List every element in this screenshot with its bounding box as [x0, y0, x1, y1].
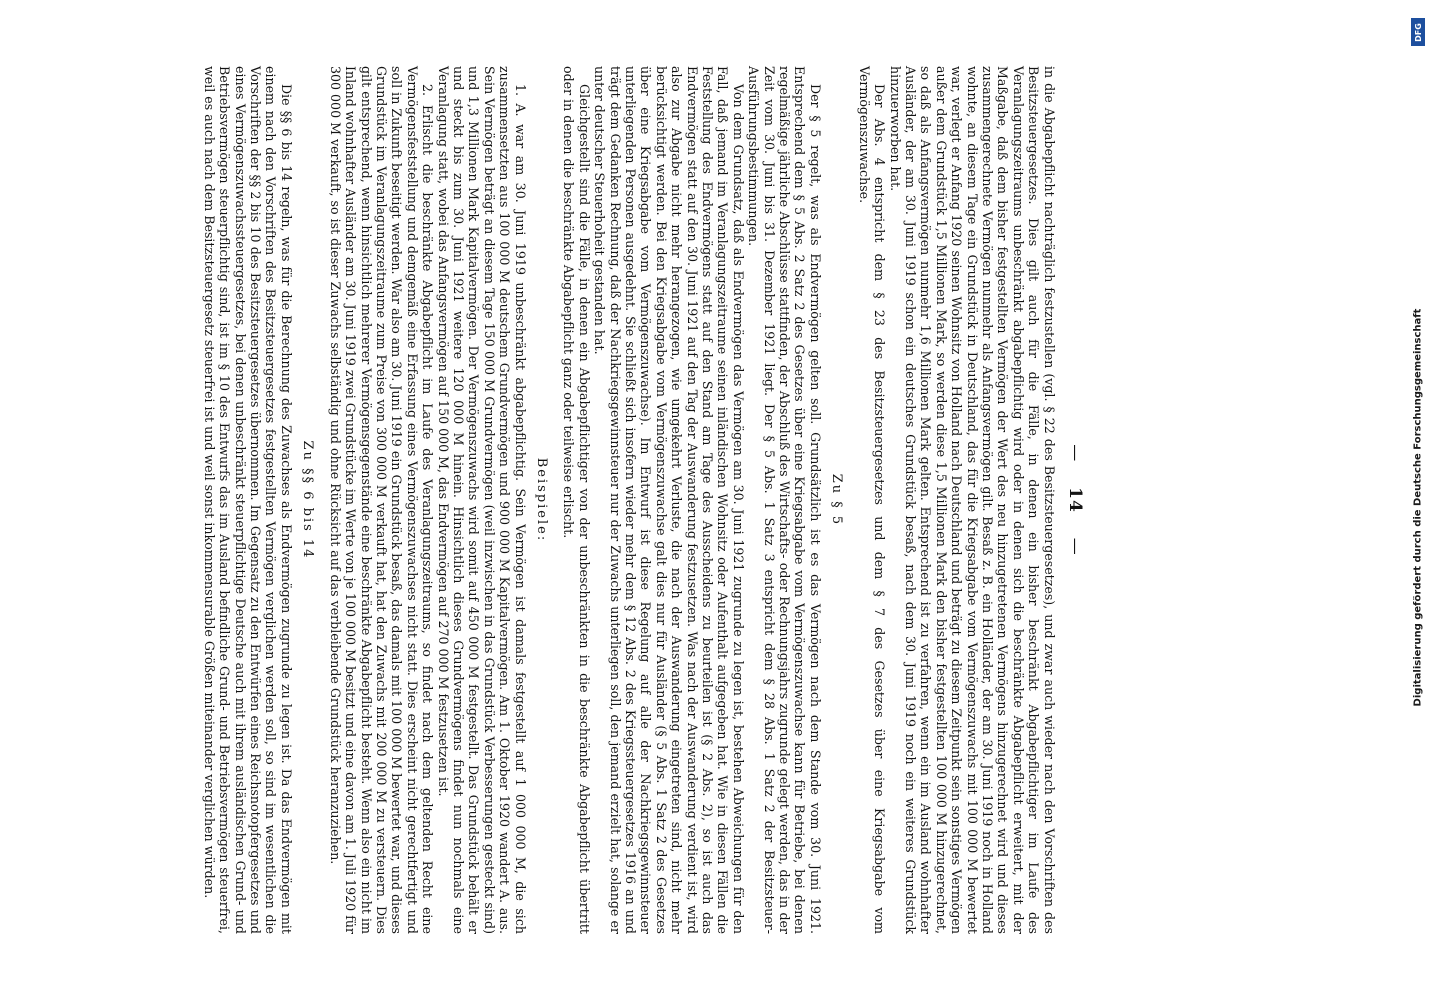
- paragraph: Gleichgestellt sind die Fälle, in denen ein Abgabepflichtiger von der unbeschränkten in die beschränkte Abgabepflicht übertritt oder in denen die beschränkte Abgabepflicht ganz oder teilweise erlischt.: [561, 66, 592, 934]
- paragraph: Die §§ 6 bis 14 regeln, was für die Berechnung des Zuwachses als Endvermögen zugrunde zu legen ist. Da das Endvermögen mit einem nach den Vorschriften des Besitzsteuergesetzes festgestellten Vermögen verglichen werden soll, so sind im wesentlichen die Vorschriften der §§ 2 bis 10 des Besitzsteuergesetzes übernommen. Im Gegensatz zu den Entwürfen eines Reichsnotopfergesetzes und eines Vermögenszuwachssteuergesetzes, bei denen unbeschränkt steuerpflichtige Deutsche auch mit ihrem ausländischen Grund- und Betriebsvermögen steuerpflichtig sind, ist im § 10 des Entwurfs das im Ausland befindliche Grund- und Betriebsvermögen steuerfrei, weil es auch nach dem Besitzsteuergesetz steuerfrei ist und weil sonst inkommensurable Größen miteinander verglichen würden.: [201, 66, 294, 934]
- header-dash-left: —: [1065, 444, 1085, 463]
- section-heading: Zu §§ 6 bis 14: [300, 440, 316, 560]
- funding-sidebar: [1404, 10, 1432, 995]
- header-dash-right: —: [1065, 537, 1085, 556]
- paragraph: 1. A. war am 30. Juni 1919 unbeschränkt abgabepflichtig. Sein Vermögen ist damals festgestellt auf 1 000 000 M, die sich zusammensetzten aus 100 000 M deutschem Grundvermögen und 900 000 M Kapitalvermögen. Am 1. Oktober 1920 wandert A. aus. Sein Vermögen beträgt an diesem Tage 150 000 M Grundvermögen (weil inzwischen in das Grundstück Verbesserungen gesteckt sind) und 1,3 Millionen Mark Kapitalvermögen. Der Vermögenszuwachs wird somit auf 450 000 M festgestellt. Das Grundstück behält er und steckt bis zum 30. Juni 1921 weitere 120 000 M hinein. Hinsichtlich dieses Grundvermögens findet nun nochmals eine Veranlagung statt, wobei das Anfangsvermögen auf 150 000 M, das Endvermögen auf 270 000 M festzusetzen ist.: [435, 66, 528, 934]
- rotated-scan: [100, 30, 1100, 970]
- paragraph: Von dem Grundsatz, daß als Endvermögen das Vermögen am 30. Juni 1921 zugrunde zu legen ist, bestehen Abweichungen für den Fall, daß jemand im Veranlagungszeitraume seinen inländischen Wohnsitz oder Aufenthalt aufgegeben hat. Wie in diesen Fällen die Feststellung des Endvermögens statt auf den Stand am Tage des Ausscheidens zu beurteilen ist (§ 2 Abs. 2), so ist auch das Endvermögen statt auf den 30. Juni 1921 auf den Tag der Auswanderung festzusetzen. Was nach der Auswanderung verdient ist, wird also zur Abgabe nicht mehr herangezogen, wie umgekehrt Verluste, die nach der Auswanderung eingetreten sind, nicht mehr berücksichtigt werden. Bei den Kriegsabgabe vom Vermögenszuwachse galt dies nur für Ausländer (§ 5 Abs. 1 Satz 2 des Gesetzes über eine Kriegsabgabe vom Vermögenszuwachse). Im Entwurf ist diese Regelung auf alle der Nachkriegsgewinnsteuer unterliegenden Personen ausgedehnt. Sie schließt sich insofern wieder mehr dem § 12 Abs. 2 des Kriegssteuergesetzes 1916 an und trägt dem Gedanken Rechnung, daß der Nachkriegsgewinnsteuer nur der Zuwachs unterliegen soll, den jemand erzielt hat, solange er unter deutscher Steuerhoheit gestanden hat.: [592, 66, 746, 934]
- section-heading: Zu § 5: [829, 473, 845, 527]
- paragraph: Der § 5 regelt, was als Endvermögen gelten soll. Grundsätzlich ist es das Vermögen nach dem Stande vom 30. Juni 1921. Entsprechend dem § 5 Abs. 2 Satz 2 des Gesetzes über eine Kriegsabgabe vom Vermögenszuwachse kann für Betriebe, bei denen regelmäßige jährliche Abschlüsse stattfinden, der Abschluß des Wirtschafts- oder Rechnungsjahrs zugrunde gelegt werden, das in der Zeit vom 30. Juni bis 31. Dezember 1921 liegt. Der § 5 Abs. 1 Satz 3 entspricht dem § 28 Abs. 1 Satz 2 der Besitzsteuer-Ausführungsbestimmungen.: [746, 66, 823, 934]
- paragraph: Der Abs. 4 entspricht dem § 23 des Besitzsteuergesetzes und dem § 7 des Gesetzes über eine Kriegsabgabe vom Vermögenszuwachse.: [856, 66, 888, 934]
- section-heading: Beispiele:: [534, 457, 549, 543]
- funding-notice: Digitalisierung gefördert durch die Deutsche Forschungsgemeinschaft: [1412, 308, 1424, 707]
- dfg-logo-text: DFG: [1413, 22, 1423, 42]
- page-number: 14: [1065, 487, 1085, 513]
- paragraph: 2. Erlischt die beschränkte Abgabepflicht im Laufe des Veranlagungszeitraums, so findet nach dem geltenden Recht eine Vermögensfeststellung und demgemäß eine Erfassung eines Vermögenszuwachses nicht statt. Dies erscheint nicht gerechtfertigt und soll in Zukunft beseitigt werden. War also am 30. Juni 1919 ein Grundstück besaß, das damals mit 100 000 M bewertet war, und dieses Grundstück im Veranlagungszeitraume zum Preise von 300 000 M verkauft hat, hat den Zuwachs mit 200 000 M zu versteuern. Dies gilt entsprechend, wenn hinsichtlich mehrerer Vermögensgegenstände eine beschränkte Abgabepflicht besteht. Wenn also ein nicht im Inland wohnhafter Ausländer am 30. Juni 1919 zwei Grundstücke im Werte von je 100 000 M besitzt und eine davon am 1. Juli 1920 für 300 000 M verkauft, so ist dieser Zuwachs selbständig und ohne Rücksicht auf das verbleibende Grundstück heranzuziehen.: [327, 66, 436, 934]
- page-header: [1065, 66, 1085, 934]
- dfg-logo: [1411, 18, 1425, 46]
- document-page: [100, 30, 1100, 970]
- paragraph: in die Abgabepflicht nachträglich festzustellen (vgl. § 22 des Besitzsteuergesetzes), und zwar auch wieder nach den Vorschriften des Besitzsteuergesetzes. Dies gilt auch für die Fälle, in denen ein bisher beschränkt Abgabepflichtiger im Laufe des Veranlagungszeitraums unbeschränkt abgabepflichtig wird oder in denen sich die beschränkte Abgabepflicht erweitert, mit der Maßgabe, daß dem bisher festgestellten Vermögen der Wert des neu hinzugetretenen Vermögens hinzugerechnet wird und dieses zusammengerechnete Vermögen nunmehr als Anfangsvermögen gilt. Besaß z. B. ein Holländer, der am 30. Juni 1919 noch in Holland wohnte, an diesem Tage ein Grundstück in Deutschland, das für die Kriegsabgabe vom Vermögenszuwachs mit 100 000 M bewertet war, verlegt er Anfang 1920 seinen Wohnsitz von Holland nach Deutschland und beträgt zu diesem Zeitpunkt sein sonstiges Vermögen außer dem Grundstück 1,5 Millionen Mark, so werden diese 1,5 Millionen Mark den bisher festgestellten 100 000 M hinzugerechnet, so daß als Anfangsvermögen nunmehr 1,6 Millionen Mark gelten. Entsprechend ist zu verfahren, wenn ein im Ausland wohnhafter Ausländer, der am 30. Juni 1919 schon ein deutsches Grundstück besaß, nach dem 30. Juni 1919 noch ein weiteres Grundstück hinzuerworben hat.: [887, 66, 1057, 934]
